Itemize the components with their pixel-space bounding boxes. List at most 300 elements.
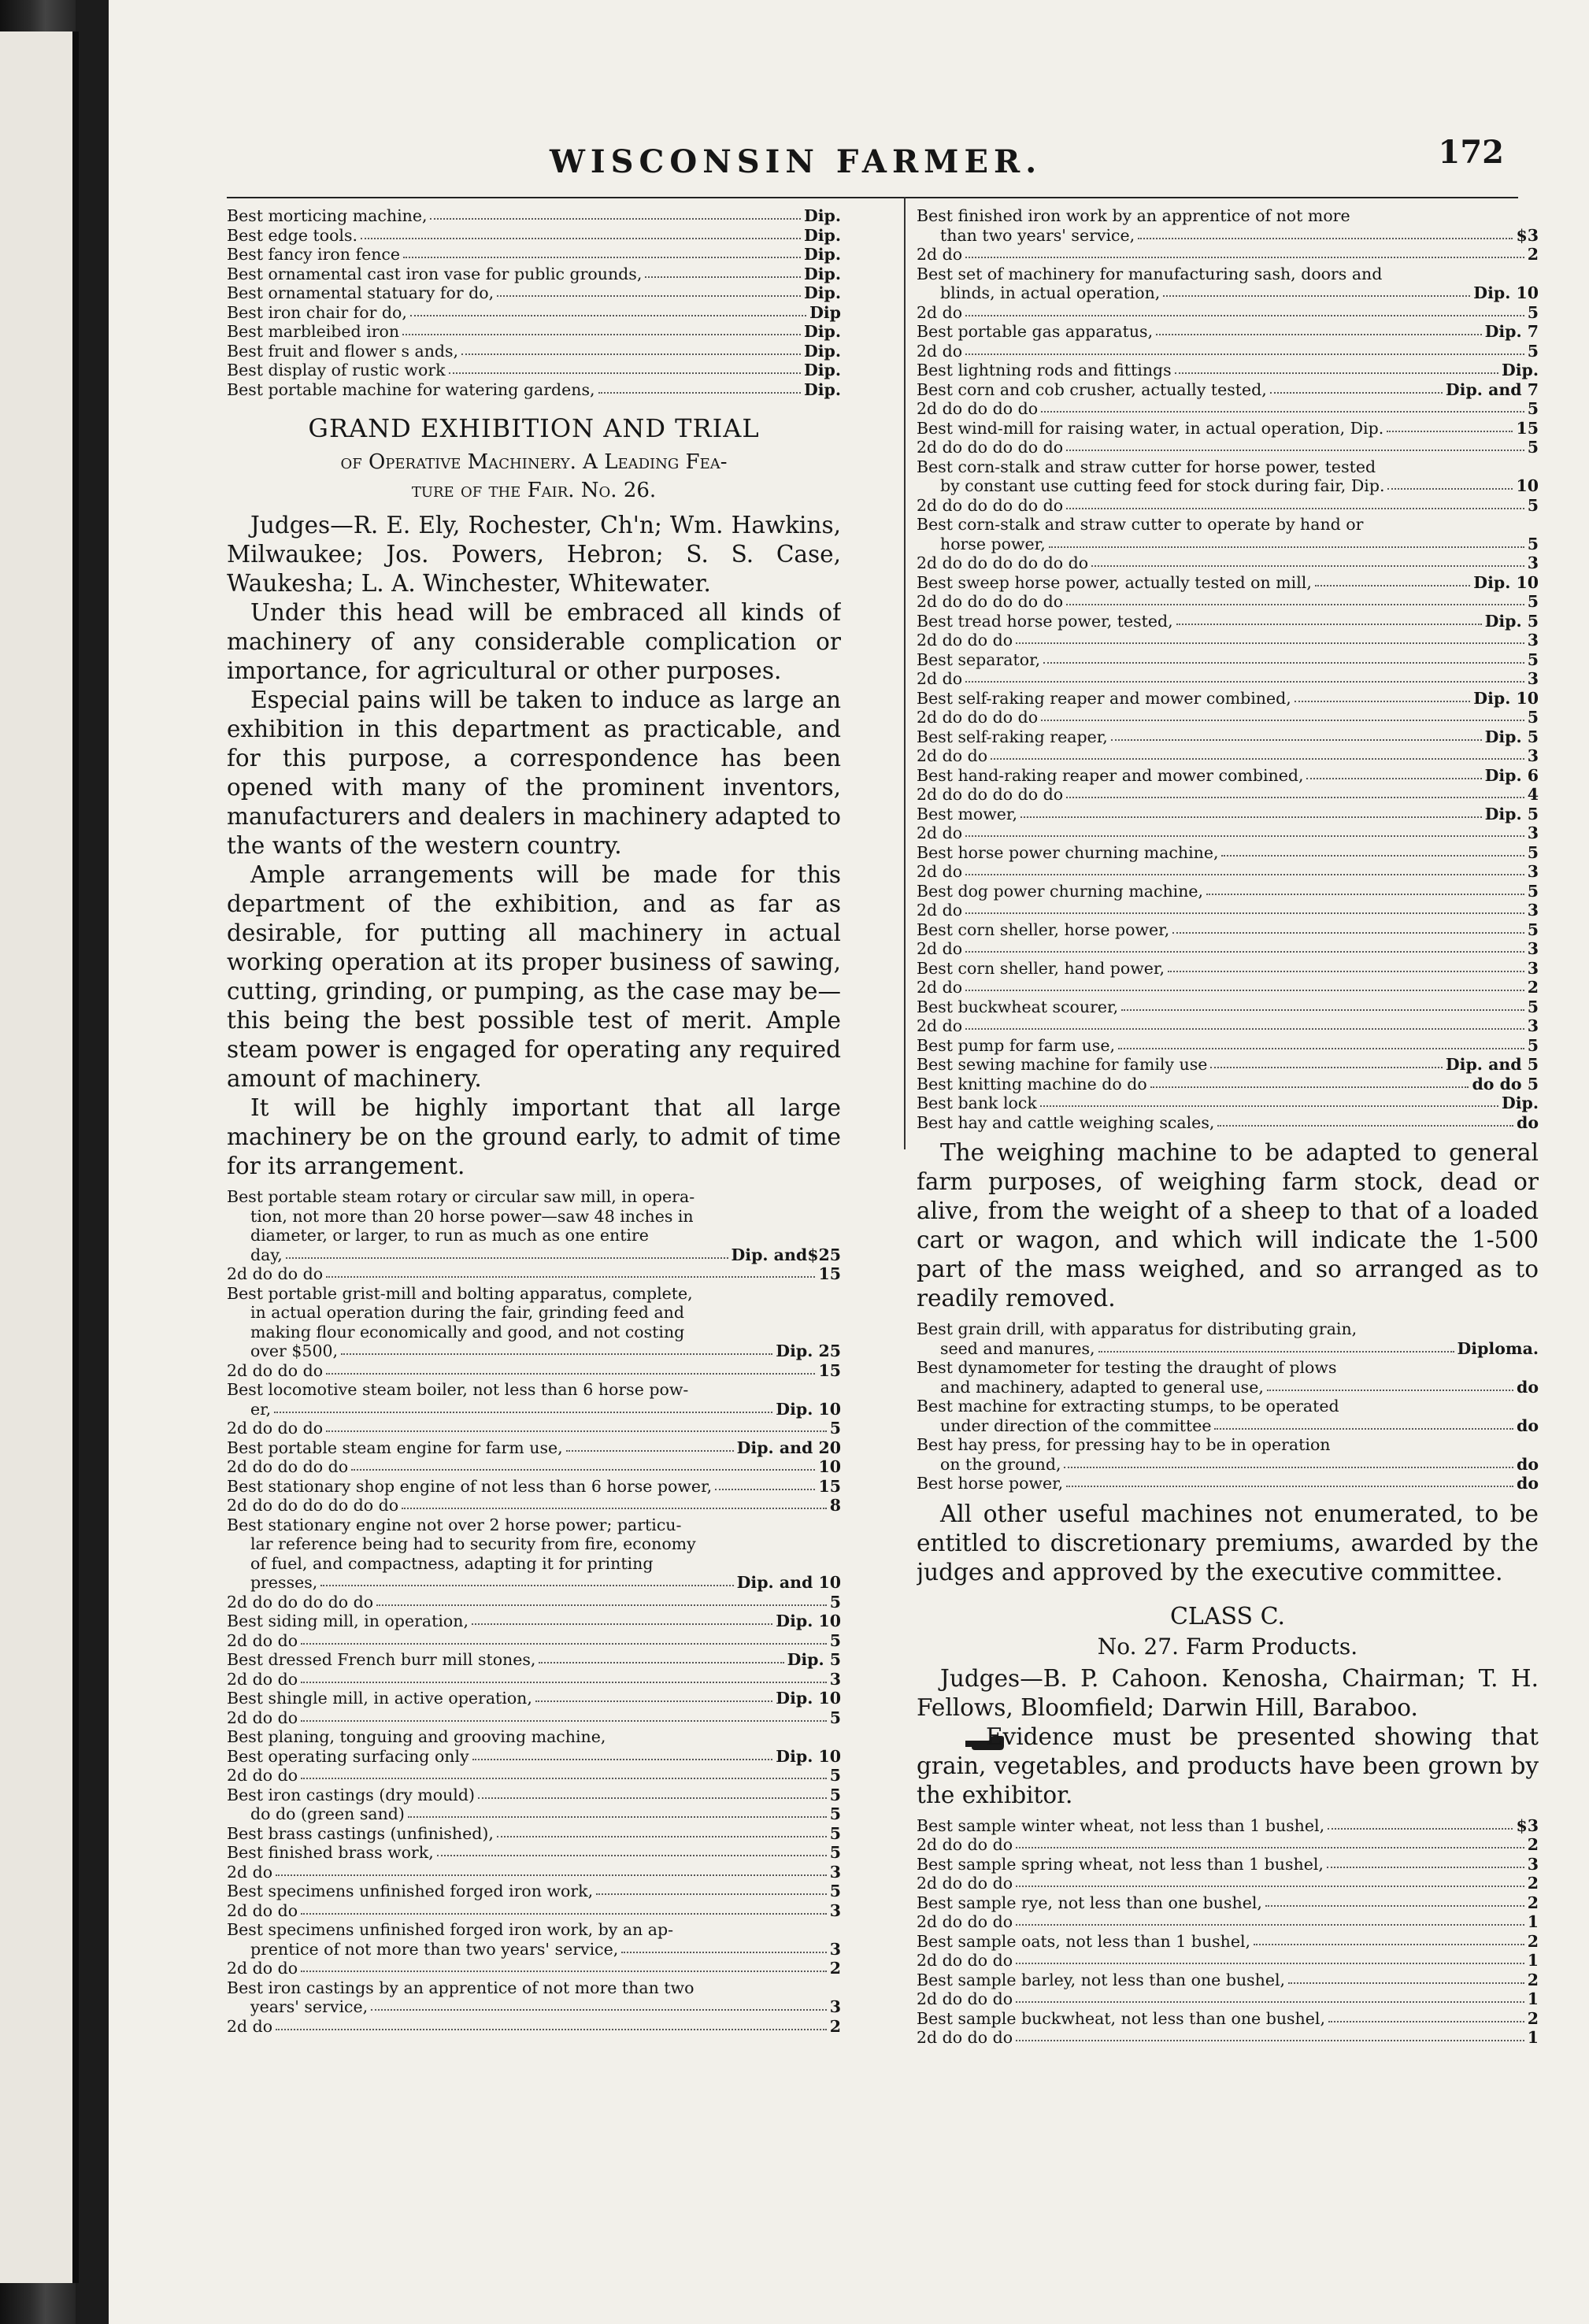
item-label: Best buckwheat scourer, [917,997,1119,1016]
dot-leader [965,874,1524,875]
dot-leader [1267,1390,1513,1391]
list-item [227,1824,841,1844]
item-value: Dip. 7 [1484,322,1539,341]
list-item [917,823,1539,843]
list-item [227,1650,841,1670]
item-value: Dip. and 5 [1445,1055,1539,1074]
item-label: tion, not more than 20 horse power—saw 48 inches in [250,1206,694,1226]
list-item [227,1920,841,1940]
item-value: Dip. 10 [776,1689,841,1708]
dot-leader [645,276,801,278]
list-item [917,1951,1539,1971]
dot-leader [1066,604,1524,605]
item-value: 15 [818,1476,841,1496]
item-label: Best hay press, for pressing hay to be in operation [917,1435,1331,1454]
item-label: Best corn-stalk and straw cutter to operate by hand or [917,515,1364,534]
list-item [227,1631,841,1651]
dot-leader [1156,334,1481,335]
dot-leader [965,257,1524,258]
item-label: of fuel, and compactness, adapting it for printing [250,1553,654,1573]
class-judges: Judges—B. P. Cahoon. Kenosha, Chairman; T. H. Fellows, Bloomfield; Darwin Hill, Baraboo. [917,1664,1539,1721]
item-label: Best sample rye, not less than one bushel, [917,1893,1262,1912]
list-item [227,1245,841,1265]
list-item [227,1477,841,1497]
dot-leader [1172,932,1524,934]
item-label: under direction of the committee [940,1415,1212,1435]
dot-leader [1387,431,1513,432]
dot-leader [1041,411,1524,413]
item-value: Dip. 10 [1473,572,1539,592]
item-label: over $500, [250,1341,339,1360]
list-item [227,1264,841,1284]
dot-leader [1066,450,1524,451]
item-label: do do (green sand) [250,1804,405,1823]
item-label: Best iron castings by an apprentice of not more than two [227,1978,694,1997]
dot-leader [1043,662,1524,664]
list-item [917,1036,1539,1056]
paragraph-2: Especial pains will be taken to induce as large an exhibition in this department as practicable, and for this purpose, a correspondence has been opened with many of the prominent inventors, manufacturers and dealers in machinery adapted to the wants of the western country. [227,686,841,859]
dot-leader [1315,585,1470,587]
list-item [917,457,1539,477]
item-label: 2d do do [227,1630,298,1650]
item-label: Best grain drill, with apparatus for distributing grain, [917,1319,1358,1338]
dot-leader [376,1604,827,1606]
list-item [917,303,1539,323]
item-label: years' service, [250,1997,369,2016]
left-column [227,206,841,2111]
dot-leader [596,1893,827,1895]
item-label: 2d do do do do do [917,592,1064,611]
item-label: Best set of machinery for manufacturing sash, doors and [917,264,1383,283]
item-value: 8 [829,1496,841,1515]
list-item [917,2028,1539,2048]
paragraph-1: Under this head will be embraced all kinds of machinery of any considerable complication or importance, for agricultural or other purposes. [227,599,841,684]
item-label: Best wind-mill for raising water, in actual operation, Dip. [917,418,1384,438]
item-label: Best ornamental cast iron vase for public grounds, [227,264,643,283]
item-label: 2d do [917,823,963,842]
list-item [227,322,841,342]
item-label: Best bank lock [917,1094,1037,1112]
list-item [917,959,1539,979]
list-item [917,1378,1539,1397]
dot-leader [320,1585,733,1586]
item-label: Best sample barley, not less than one bushel, [917,1970,1286,1989]
list-item [227,1786,841,1805]
item-label: 2d do do [227,1959,298,1978]
dot-leader [1387,488,1513,490]
item-label: 2d do do do do do do [227,1496,399,1515]
item-label: Best siding mill, in operation, [227,1612,469,1630]
item-value: Dip. [803,225,841,245]
dot-leader [598,392,801,394]
item-label: Best ornamental statuary for do, [227,283,494,302]
dot-leader [965,681,1524,683]
dot-leader [1175,372,1498,374]
item-value: $3 [1516,225,1539,245]
item-value: 15 [818,1264,841,1283]
dot-leader [1168,971,1524,972]
dot-leader [1221,855,1524,857]
list-item [917,380,1539,400]
dot-leader [276,1874,827,1876]
list-item [227,1747,841,1767]
item-value: Dip. 10 [776,1746,841,1766]
item-value: Dip. and 10 [736,1573,841,1592]
dot-leader [1306,778,1481,779]
item-value: Dip. and 7 [1445,379,1539,399]
item-value: 5 [1527,438,1539,457]
item-label: 2d do [917,302,963,322]
dot-leader [1016,2040,1524,2041]
dot-leader [965,835,1524,837]
item-value: Dip. and$25 [731,1245,841,1264]
item-label: Best stationary shop engine of not less than 6 horse power, [227,1476,713,1496]
list-item [227,342,841,361]
item-label: 2d do [917,939,963,958]
item-label: Best stationary engine not over 2 horse power; particu- [227,1515,682,1534]
dot-leader [301,1971,827,1972]
list-item [917,1989,1539,2009]
list-item [917,939,1539,959]
item-value: 5 [1527,649,1539,669]
item-value: Dip. 10 [1473,283,1539,302]
item-value: do [1516,1454,1539,1474]
item-value: 3 [1527,746,1539,765]
item-label: 2d do do [227,1669,298,1689]
item-label: 2d do do do do do [917,438,1064,457]
item-label: Best corn sheller, hand power, [917,958,1165,978]
item-value: Dip. [803,361,841,379]
item-value: Dip. [803,322,841,341]
item-label: 2d do do [227,1766,298,1785]
list-item [917,843,1539,863]
list-item [227,1400,841,1419]
item-label: blinds, in actual operation, [940,283,1161,302]
item-value: 1 [1527,1989,1539,2008]
dot-leader [1328,2021,1524,2022]
item-label: Best lightning rods and fittings [917,361,1172,379]
item-value: 5 [829,1843,841,1862]
item-value: Dip. 6 [1484,765,1539,785]
dot-leader [408,1816,827,1818]
list-item [227,361,841,380]
item-label: 2d do do [917,746,988,765]
dot-leader [301,1720,827,1722]
list-item [917,1397,1539,1416]
list-item [917,882,1539,901]
right-column [917,206,1539,2111]
list-item [227,1959,841,1978]
list-item [227,1708,841,1728]
item-label: 2d do do do [917,1989,1013,2008]
item-label: 2d do do do do [917,399,1039,418]
list-item [227,380,841,400]
class-subtitle: No. 27. Farm Products. [1097,1633,1358,1660]
pointing-hand-icon [940,1730,981,1747]
list-item [917,226,1539,246]
dot-leader [371,2009,827,2011]
dot-leader [1217,1125,1513,1127]
dot-leader [276,2029,827,2030]
list-item [227,1323,841,1342]
item-value: Dip. [1501,1094,1539,1112]
dot-leader [1206,894,1524,895]
dot-leader [472,1623,772,1625]
list-item [917,1835,1539,1855]
list-item [917,361,1539,380]
item-label: Best sample buckwheat, not less than one bushel, [917,2008,1325,2028]
list-item [917,438,1539,457]
discretionary-paragraph: All other useful machines not enumerated, to be entitled to discretionary premiums, awarded by the judges and approved by the executive committee. [917,1500,1539,1586]
item-label: by constant use cutting feed for stock during fair, Dip. [940,476,1385,495]
item-value: 10 [1516,476,1539,495]
item-label: 2d do do do [917,2028,1013,2047]
list-item [227,1804,841,1824]
list-item [227,1882,841,1901]
list-item [917,997,1539,1017]
list-item [917,1435,1539,1455]
item-label: presses, [250,1573,318,1592]
list-item [917,862,1539,882]
list-item [227,1515,841,1535]
item-value: 2 [1527,1874,1539,1893]
item-label: Best brass castings (unfinished), [227,1823,494,1843]
dot-leader [1327,1867,1524,1868]
item-value: 3 [1527,1016,1539,1035]
item-label: Best hand-raking reaper and mower combined, [917,765,1304,785]
item-label: Best iron castings (dry mould) [227,1785,475,1804]
item-value: 15 [1516,418,1539,438]
item-value: 5 [829,1419,841,1438]
list-item [917,553,1539,573]
item-label: Best operating surfacing only [227,1746,469,1766]
dot-leader [1091,565,1524,567]
dot-leader [1049,546,1524,548]
item-label: Best specimens unfinished forged iron work, by an ap- [227,1920,674,1939]
dot-leader [1121,1009,1524,1011]
list-item [227,1303,841,1323]
item-value: 3 [1527,553,1539,572]
item-label: Best knitting machine do do [917,1074,1147,1094]
item-value: Dip [809,302,841,322]
dot-leader [1111,739,1482,741]
list-item [917,1358,1539,1378]
dot-leader [1210,1067,1443,1068]
dot-leader [1138,238,1513,239]
list-item [917,669,1539,689]
list-item [227,1457,841,1477]
item-value: $3 [1516,1815,1539,1835]
item-value: Dip. [803,206,841,225]
item-value: 5 [1527,881,1539,901]
item-label: 2d do do do [227,1264,324,1283]
list-item [917,708,1539,727]
item-label: 2d do do do do do [917,785,1064,804]
item-value: 5 [829,1823,841,1843]
dot-leader [1016,1885,1524,1887]
item-value: 2 [1527,1970,1539,1989]
dot-leader [1214,1428,1513,1430]
item-value: 3 [1527,669,1539,688]
item-label: Best iron chair for do, [227,302,407,322]
item-value: Dip. [803,283,841,302]
list-item [227,226,841,246]
item-label: Best corn-stalk and straw cutter for horse power, tested [917,457,1376,476]
item-label: Best sample winter wheat, not less than 1 bushel, [917,1815,1325,1835]
list-item [917,766,1539,786]
item-label: Best separator, [917,649,1041,669]
section-subtitle-line-2: ture of the Fair. No. 26. [411,479,657,502]
item-value: 3 [829,1669,841,1689]
dot-leader [1066,1486,1513,1487]
list-item [917,1455,1539,1475]
left-items-bottom [227,1187,841,2036]
item-label: er, [250,1399,272,1419]
item-value: 1 [1527,2028,1539,2047]
list-item [917,283,1539,303]
list-item [917,920,1539,940]
list-item [917,2009,1539,2029]
list-item [917,650,1539,670]
item-value: 10 [818,1457,841,1476]
dot-leader [430,218,800,220]
item-value: 5 [1527,302,1539,322]
item-label: diameter, or larger, to run as much as one entire [250,1226,649,1245]
dot-leader [1066,508,1524,509]
item-value: 2 [1527,1893,1539,1912]
item-value: 3 [829,1997,841,2016]
item-label: Best corn and cob crusher, actually tested, [917,379,1267,399]
list-item [227,1380,841,1400]
dot-leader [1118,1048,1524,1049]
dot-leader [326,1373,815,1375]
item-label: 2d do do do [917,1835,1013,1854]
item-label: than two years' service, [940,225,1135,245]
list-item [227,1612,841,1631]
item-label: Best display of rustic work [227,361,446,379]
section-subtitle [227,448,841,505]
item-value: 2 [1527,1931,1539,1951]
page-number: 172 [1438,134,1504,171]
list-item [917,1474,1539,1493]
list-item [227,1534,841,1554]
item-value: Dip. and 20 [736,1438,841,1457]
list-item [917,342,1539,361]
list-item [917,746,1539,766]
item-value: Dip. 10 [776,1399,841,1419]
item-label: Best horse power churning machine, [917,842,1219,862]
item-label: 2d do [227,1862,273,1882]
item-label: 2d do do do [917,631,1013,649]
dot-leader [1265,1905,1524,1907]
list-item [917,1113,1539,1133]
item-label: Best portable steam engine for farm use, [227,1438,563,1457]
item-value: 5 [1527,997,1539,1016]
item-value: 5 [829,1766,841,1785]
item-label: 2d do [917,862,963,881]
item-value: Dip. 5 [1484,804,1539,823]
item-value: 5 [829,1592,841,1612]
list-item [917,1971,1539,1990]
list-item [917,978,1539,997]
list-item [917,1874,1539,1893]
list-item [917,245,1539,265]
item-value: 2 [1527,1835,1539,1854]
list-item [227,1226,841,1245]
dot-leader [566,1450,734,1452]
item-label: Best planing, tonguing and grooving machine, [227,1727,606,1746]
list-item [917,1319,1539,1339]
list-item [917,515,1539,535]
evidence-note: Evidence must be presented showing that grain, vegetables, and products have been grown by the exhibitor. [917,1723,1539,1808]
list-item [917,1893,1539,1913]
list-item [227,283,841,303]
item-label: Best pump for farm use, [917,1035,1116,1055]
dot-leader [1041,720,1524,721]
item-label: 2d do do do do [227,1457,349,1476]
dot-leader [437,1855,827,1856]
header-rule [227,197,1518,198]
list-item [227,1207,841,1227]
list-item [917,785,1539,805]
list-item [227,1341,841,1361]
item-value: 3 [1527,1854,1539,1874]
item-label: Best fancy iron fence [227,245,401,264]
dot-leader [1295,701,1471,702]
item-label: Best dressed French burr mill stones, [227,1650,536,1669]
item-label: 2d do [917,901,963,920]
dot-leader [1016,2001,1524,2003]
list-item [917,901,1539,920]
item-label: 2d do [917,669,963,688]
item-value: 5 [829,1785,841,1804]
dot-leader [1016,1963,1524,1964]
item-value: 3 [829,1862,841,1882]
dot-leader [991,758,1524,760]
item-value: 15 [818,1360,841,1380]
item-label: 2d do do do [917,1951,1013,1970]
item-label: Best portable gas apparatus, [917,322,1154,341]
dot-leader [965,1028,1524,1030]
judges-paragraph: Judges—R. E. Ely, Rochester, Ch'n; Wm. Hawkins, Milwaukee; Jos. Powers, Hebron; S. S. Case, Waukesha; L. A. Winchester, Whitewater. [227,512,841,597]
paragraph-3: Ample arrangements will be made for this department of the exhibition, and as far as desirable, for putting all machinery in actual working operation at its proper business of sawing, cutting, grinding, or pumping, as the case may be—this being the best possible test of merit. Ample steam power is engaged for operating any required amount of machinery. [227,861,841,1092]
item-label: Best self-raking reaper, [917,727,1108,746]
item-value: 5 [1527,341,1539,361]
weighing-paragraph: The weighing machine to be adapted to general farm purposes, of weighing farm stock, dead or alive, from the weight of a sheep to that of a loaded cart or wagon, and which will indicate the 1-500 part of the mass weighed, and so arranged as to readily removed. [917,1139,1539,1312]
dot-leader [402,1508,827,1509]
right-items-mid [917,1319,1539,1493]
dot-leader [715,1489,815,1490]
list-item [917,476,1539,496]
item-value: 5 [1527,920,1539,939]
list-item [227,1940,841,1959]
dot-leader [1020,816,1482,818]
dot-leader [965,353,1524,355]
dot-leader [1163,295,1470,297]
list-item [917,265,1539,284]
dot-leader [497,295,801,297]
dot-leader [1150,1086,1469,1088]
list-item [917,496,1539,516]
list-item [917,612,1539,631]
list-item [917,689,1539,709]
item-value: 5 [1527,708,1539,727]
dot-leader [535,1700,772,1702]
list-item [227,1901,841,1921]
previous-page-sliver [0,31,79,2283]
list-item [917,535,1539,554]
item-label: Best sweep horse power, actually tested on mill, [917,572,1312,592]
